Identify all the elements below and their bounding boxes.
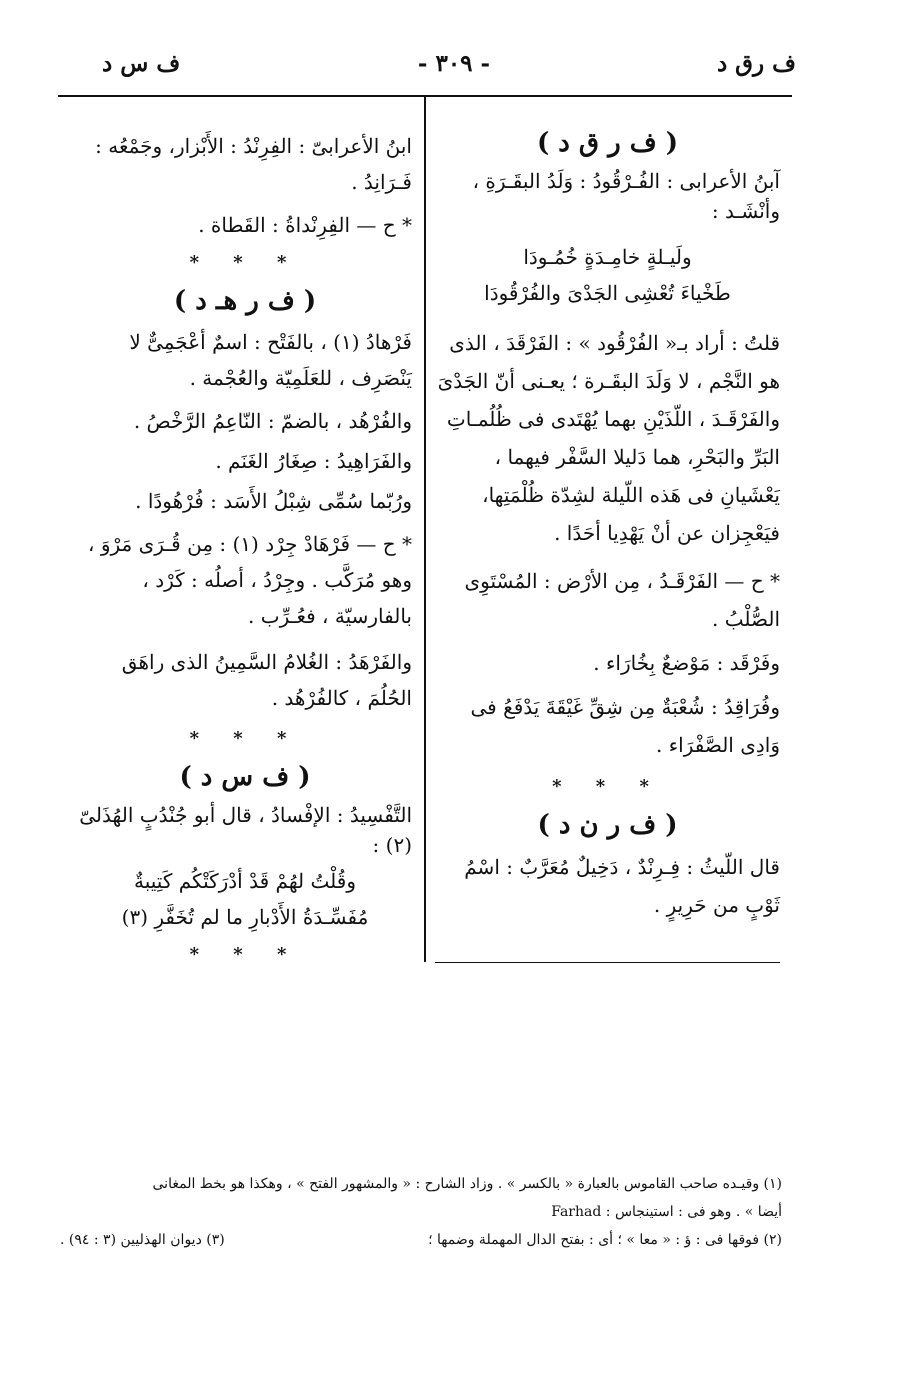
entry-text: ابنُ الأعرابىّ : الفِرِنْدُ : الأَبْزار، وجَمْعُه : فَـرَانِدُ .	[95, 134, 412, 194]
section-separator: * * *	[189, 252, 301, 273]
entry-text: قال اللّيثُ : فِـرِنْدٌ ، دَخِيلٌ مُعَرَّبٌ : اسْمُ ثَوْبٍ من حَرِيرٍ .	[464, 855, 780, 917]
entry-text: وفَرْقَد : مَوْضعٌ بِخُارَاء .	[593, 651, 780, 675]
section-separator: * * *	[189, 944, 301, 965]
footnote-1: (١) وقيـده صاحب القاموس بالعبارة « بالكسر » . وزاد الشارح : « والمشهور الفتح » ، وهكذا هو بخط المغانى	[152, 1176, 782, 1192]
footnote-1-continued: أيضا » . وهو فى : استينجاس : Farhad	[551, 1204, 782, 1220]
entry-text: * ح — فَرْهَادْ جِرْد (١) : مِن قُـرَى مَرْوَ ، وهو مُرَكَّب . وجِرْدُ ، أصلُه : كَرْد ، بالفارسيّة ، فعُـرِّب .	[88, 532, 412, 628]
section-separator: * * *	[552, 776, 663, 797]
entry-text: التَّفْسِيدُ : الإفْسادُ ، قال أبو جُنْدُبٍ الهُذَلىّ (٢) :	[79, 803, 412, 857]
entry-text: * ح — الفِرِنْداةُ : القَطاة .	[198, 213, 412, 237]
verse-line: مُفَسِّـدَةُ الأَدْبارِ ما لم تُخَفَّرِ (٣)	[121, 905, 369, 929]
verse-line: وقُلْتُ لهُمْ قَدْ أدْرَكَتْكُم كَتِيبةٌ	[134, 869, 356, 893]
entry-text: * ح — الفَرْقَـدُ ، مِن الأرْض : المُسْتَوِى الصُّلْبُ .	[464, 569, 780, 631]
entry-text: والفَرْهَدُ : الغُلامُ السَّمِينُ الذى راهَق الحُلُمَ ، كالفُرْهُد .	[121, 650, 412, 710]
footnote-3: (٣) ديوان الهذليين (٣ : ٩٤) .	[60, 1232, 225, 1248]
entry-text: والفَرَاهِيدُ : صِغَارُ الغَنَم .	[215, 449, 412, 473]
footnotes	[60, 1170, 782, 1254]
right-column	[435, 128, 780, 924]
entry-heading-frnd: ( ف ر ن د )	[537, 810, 678, 840]
verse-line: ولَيـلةٍ خامِـدَةٍ خُمُـودَا	[523, 245, 692, 269]
entry-text: فَرْهادُ (١) ، بالفَتْح : اسمٌ أعْجَمِىٌّ لا يَنْصَرِف ، للعَلَمِيّة والعُجْمة .	[129, 330, 412, 390]
header-root-right: ف رق د	[716, 50, 796, 77]
footnote-2: (٢) فوقها فى : ؤ : « معا » ؛ أى : بفتح الدال المهملة وضمها ؛	[428, 1232, 782, 1248]
entry-text: والفُرْهُد ، بالضمّ : النّاعِمُ الرَّخْصُ .	[133, 409, 412, 433]
entry-text: قلتُ : أراد بـ« الفُرْقُود » : الفَرْقَدَ ، الذى هو النَّجْم ، لا وَلَدَ البقَـرة ؛ يعـنى أنّ الجَدْىَ والفَرْقَـدَ ، اللّذَيْنِ بهما يُهْتَدى فى ظُلُمـاتِ البَرِّ والبَحْرِ، هما دَليلا السَّفْر فيهما ، يَعْشَيانِ فى هَذه اللّيلة لشِدّة ظُلْمَتِها، فيَعْجِزان عن أنْ يَهْدِيا أحَدًا .	[437, 331, 780, 545]
footnote-rule	[435, 962, 780, 963]
verse-line: طَخْياءَ تُعْشِى الجَدْىَ والفُرْقُودَا	[484, 281, 731, 305]
left-column	[78, 128, 412, 978]
header-root-left: ف س د	[102, 50, 181, 77]
entry-heading-frqd: ( ف ر ق د )	[536, 128, 679, 158]
page-number: - ٣٠٩ -	[417, 50, 491, 77]
footnote-row	[60, 1226, 782, 1254]
section-separator: * * *	[189, 728, 301, 749]
column-divider	[424, 97, 426, 962]
entry-text: وفُرَاقِدُ : شُعْبَةٌ مِن شِقِّ غَيْقَةَ يَدْفَعُ فى وَادِى الصَّفْرَاء .	[470, 695, 780, 757]
entry-heading-frhd: ( ف ر هـ د )	[173, 286, 317, 316]
entry-heading-fsd: ( ف س د )	[179, 762, 311, 792]
entry-text: ورُبّما سُمِّى شِبْلُ الأَسَد : فُرْهُودًا .	[135, 489, 412, 513]
entry-text: آبنُ الأعرابى : الفُـرْقُودُ : وَلَدُ البقَـرَةِ ، وأنْشَـد :	[472, 169, 780, 223]
